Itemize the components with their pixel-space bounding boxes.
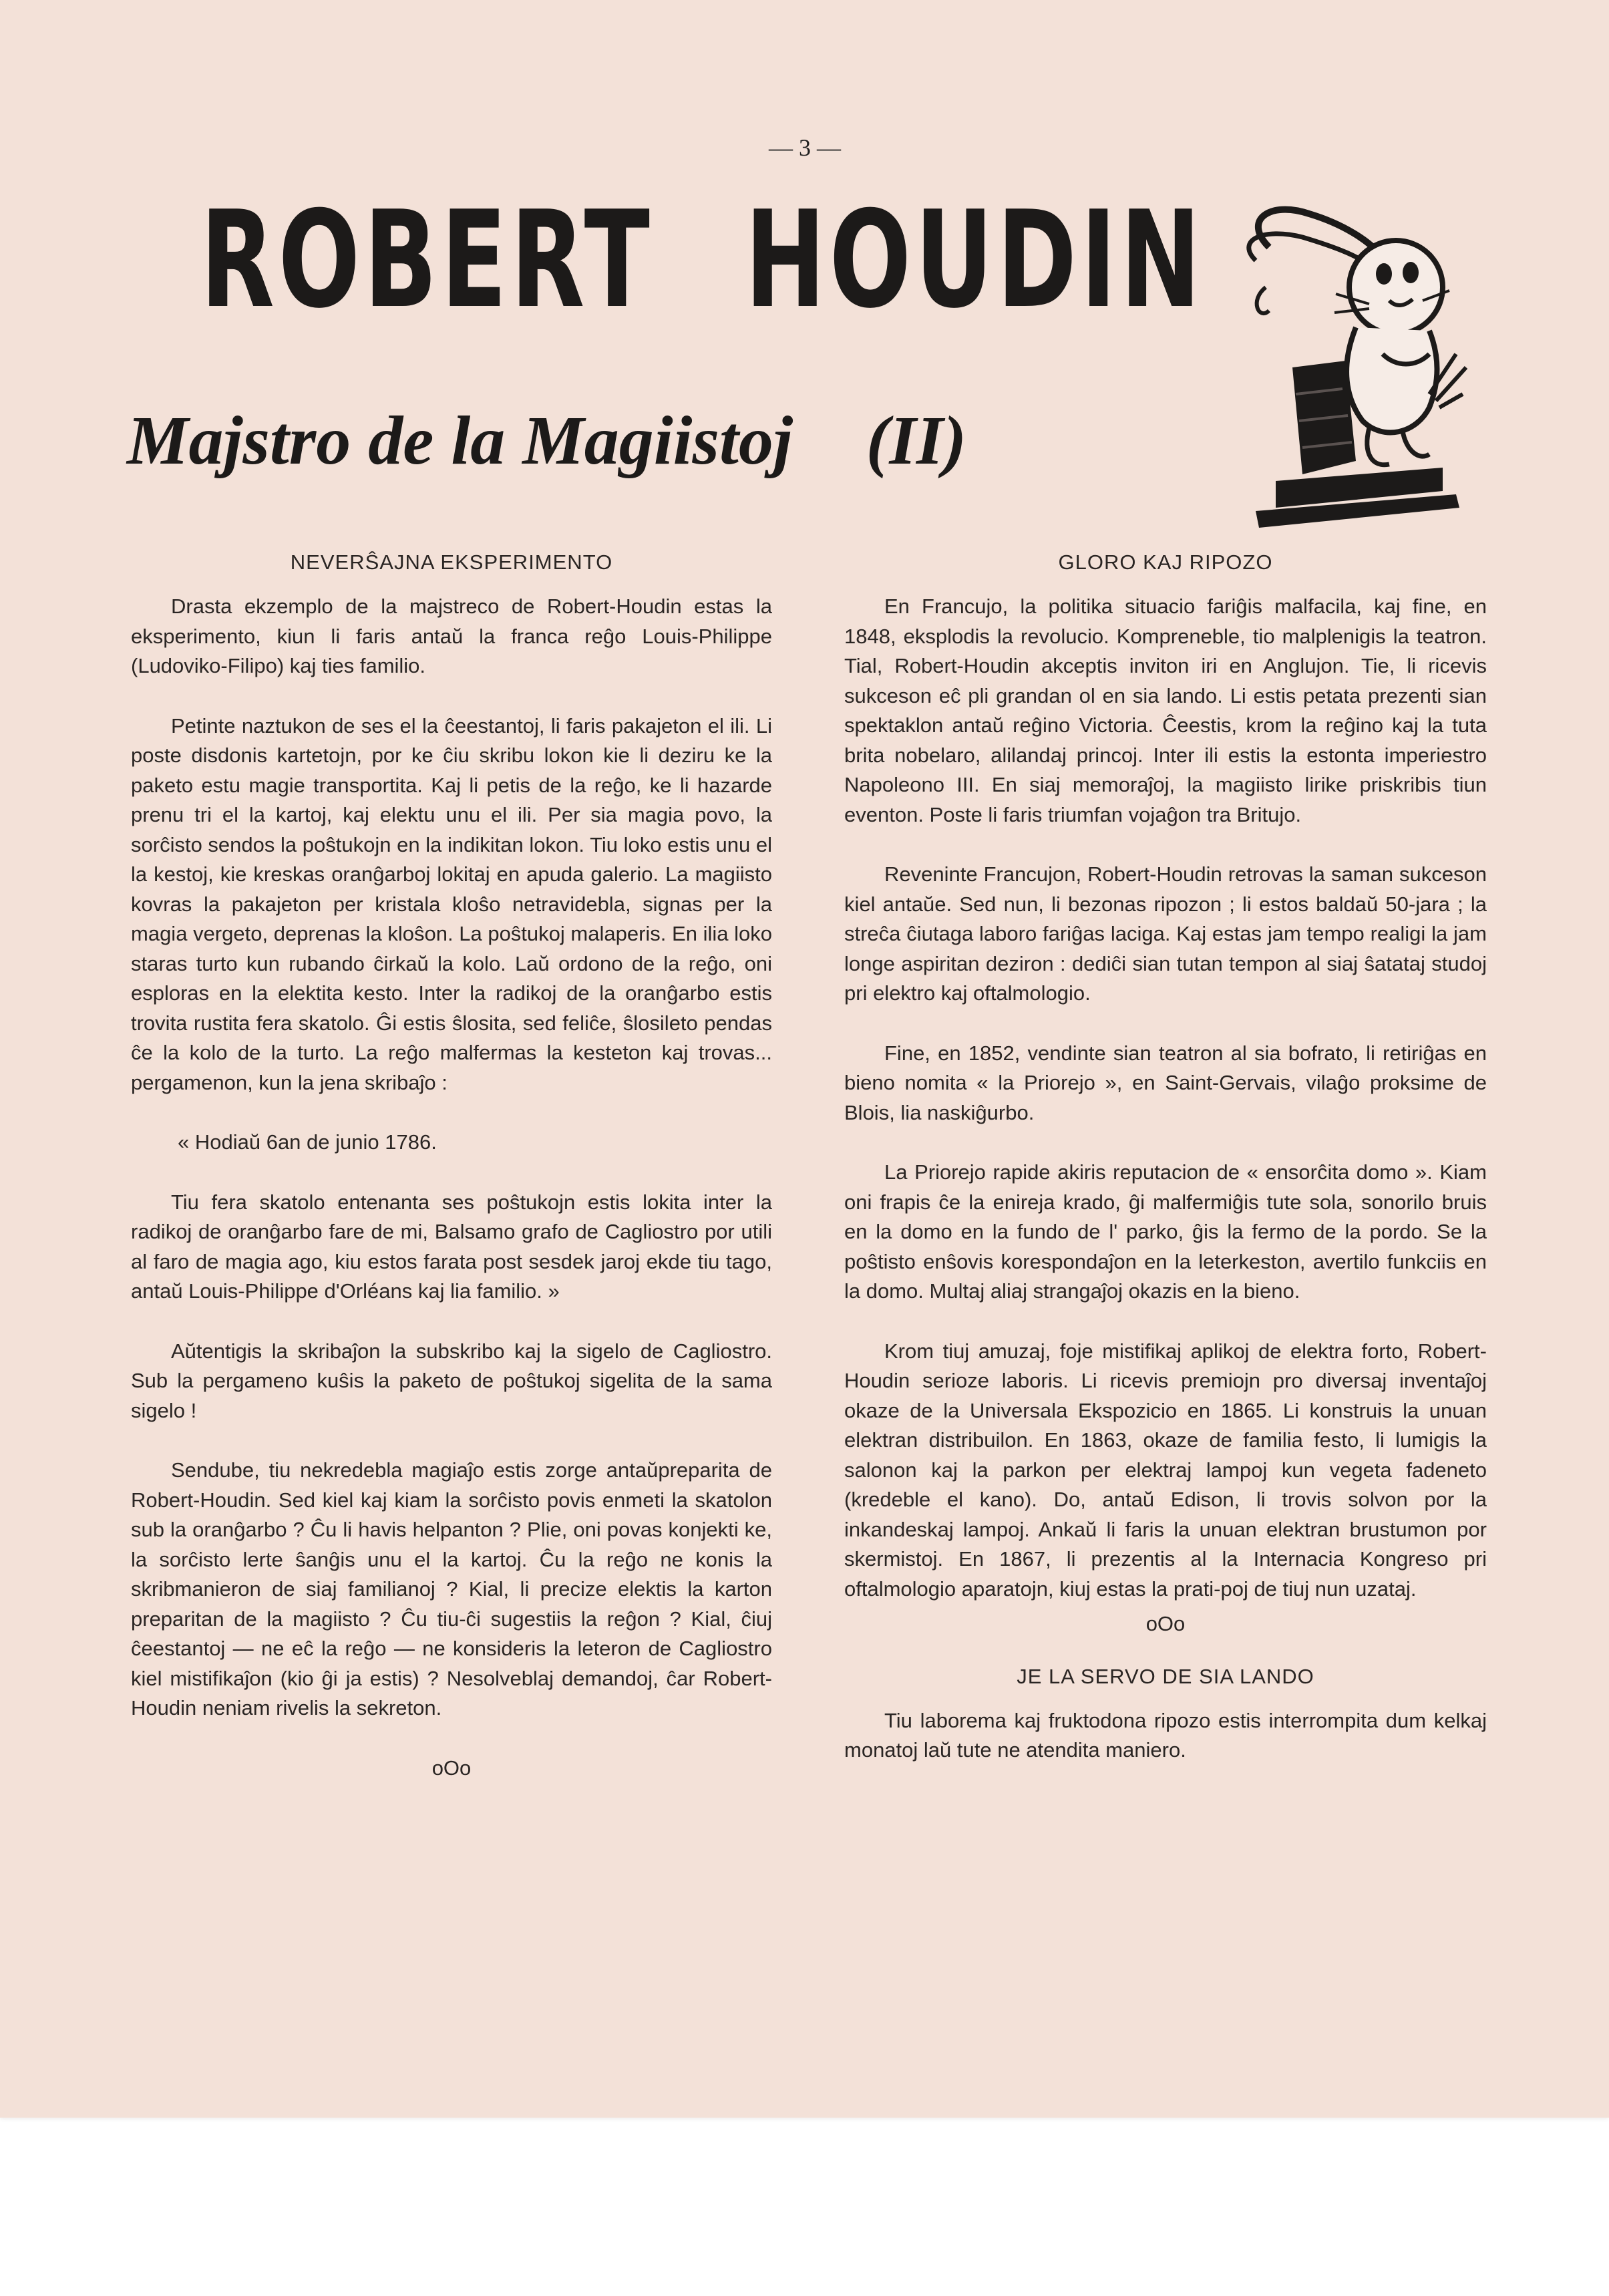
paragraph: Aŭtentigis la skribaĵon la subskribo kaj la sigelo de Cagliostro. Sub la pergameno kuŝis la paketo de poŝtukoj sigelita de la sama sigelo ! xyxy=(131,1339,772,1422)
quote-paragraph: « Hodiaŭ 6an de junio 1786. xyxy=(178,1130,437,1154)
paragraph: Fine, en 1852, vendinte sian teatron al sia bofrato, li retiriĝas en bieno nomita « la Priorejo », en Saint-Gervais, vilaĝo proksime de Blois, lia naskiĝurbo. xyxy=(844,1041,1487,1124)
section-heading-experiment: NEVERŜAJNA EKSPERIMENTO xyxy=(290,550,613,574)
paragraph: Sendube, tiu nekredebla magiaĵo estis zorge antaŭpreparita de Robert-Houdin. Sed kiel kaj kiam la sorĉisto povis enmeti la skatolon sub la oranĝarbo ? Ĉu li havis helpanton ? Plie, oni povas konjekti ke, la sorĉisto lerte ŝanĝis unu el la kartoj. Ĉu la reĝo ne konis la skribmanieron de siaj familianoj ? Kial, li precize elektis la karton preparitan de la magiisto ? Ĉu tiu-ĉi sugestiis la reĝon ? Kial, ĉiuj ĉeestantoj — ne eĉ la reĝo — ne konsideris la leteron de Cagliostro kiel mistifikaĵon (kio ĝi ja estis) ? Nesolveblaj demandoj, ĉar Robert-Houdin neniam rivelis la sekreton. xyxy=(131,1458,772,1719)
section-heading-glory: GLORO KAJ RIPOZO xyxy=(1058,550,1273,574)
section-separator: oOo xyxy=(431,1756,472,1780)
left-column xyxy=(131,548,772,1806)
subtitle-text: Majstro de la Magiistoj xyxy=(127,402,793,479)
subtitle-part-number: (II) xyxy=(866,402,967,479)
rabbit-mascot-icon xyxy=(1229,194,1469,541)
title-word-houdin: HOUDIN xyxy=(745,182,1205,338)
title-word-robert: ROBERT xyxy=(200,182,654,338)
section-separator: oOo xyxy=(1145,1612,1186,1635)
section-heading-service: JE LA SERVO DE SIA LANDO xyxy=(1017,1664,1314,1688)
right-column xyxy=(844,548,1487,1796)
paragraph: Tiu fera skatolo entenanta ses poŝtukojn estis lokita inter la radikoj de oranĝarbo fare de mi, Balsamo grafo de Cagliostro por utili al faro de magia ago, kiu estos farata post sesdek jaroj ekde tiu tago, antaŭ Louis-Philippe d'Orléans kaj lia familio. » xyxy=(131,1190,772,1303)
page-number: — 3 — xyxy=(769,134,841,161)
article-subtitle xyxy=(127,401,1229,481)
paragraph: La Priorejo rapide akiris reputacion de « ensorĉita domo ». Kiam oni frapis ĉe la enireja krado, ĝi malfermiĝis tute sola, sonorilo bruis en la domo en la fundo de l' parko, ĝis la fermo de la pordo. Se la poŝtisto enŝovis korespondaĵon en la leterkeston, avertilo funkciis en la domo. Multaj aliaj strangaĵoj okazis en la bieno. xyxy=(844,1160,1487,1303)
paragraph: Petinte naztukon de ses el la ĉeestantoj, li faris pakajeton el ili. Li poste disdonis kartetojn, por ke ĉiu skribu lokon kie li deziru ke la paketo estu magie transportita. Kaj li petis de la reĝo, ke li hazarde prenu tri el la kartoj, kaj elektu unu el ili. Per sia magia povo, la sorĉisto sendos la poŝtukojn en la indikitan lokon. Tiu loko estis unu el la kestoj, kie kreskas oranĝarboj lokitaj en apuda galerio. La magiisto kovras la pakajeton per kristala kloŝo netravidebla, signas per la magia vergeto, deprenas la kloŝon. La poŝtukoj malaperis. En ilia loko staras turto kun rubando ĉirkaŭ la kolo. Laŭ ordono de la reĝo, oni esploras en la elektita kesto. Inter la radikoj de la oranĝarbo estis trovita rustita fera skatolo. Ĝi estis ŝlosita, sed feliĉe, ŝlosileto pendas ĉe la kolo de la turto. La reĝo malfermas la kesteton kaj trovas... pergamenon, kun la jena skribaĵo : xyxy=(131,713,772,1094)
paragraph: En Francujo, la politika situacio fariĝis malfacila, kaj fine, en 1848, eksplodis la revolucio. Kompreneble, tio malplenigis la teatron. Tial, Robert-Houdin akceptis inviton iri en Anglujon. Tie, li ricevis sukceson eĉ pli grandan ol en sia lando. Li estis petata prezenti sian spektaklon antaŭ reĝino Victoria. Ĉeestis, krom la reĝino kaj la tuta brita nobelaro, alilandaj princoj. Inter ili estis la estonta imperiestro Napoleono III. En siaj memoraĵoj, la magiisto lirike priskribis tiun eventon. Poste li faris triumfan vojaĝon tra Britujo. xyxy=(844,595,1487,826)
paragraph: Drasta ekzemplo de la majstreco de Robert-Houdin estas la eksperimento, kiun li faris antaŭ la franca reĝo Louis-Philippe (Ludoviko-Filipo) kaj ties familio. xyxy=(131,595,772,677)
paragraph: Krom tiuj amuzaj, foje mistifikaj aplikoj de elektra forto, Robert-Houdin serioze laboris. Li ricevis premiojn pro diversaj inventaĵoj okaze de la Universala Ekspozicio en 1865. Li konstruis la unuan elektran distribuilon. En 1863, okaze de familia festo, li lumigis la salonon kaj la parkon per elektraj lampoj kun vegeta fadeneto (kredeble el kano). Do, antaŭ Edison, li trovis solvon por la inkandeskaj lampoj. Ankaŭ li faris la unuan elektran brustumon por skermistoj. En 1867, li prezentis al la Internacia Kongreso pri oftalmologio aparatojn, kiuj estas la prati-poj de tiuj nun uzataj. xyxy=(844,1339,1487,1601)
article-title xyxy=(200,182,1205,338)
paragraph: Tiu laborema kaj fruktodona ripozo estis interrompita dum kelkaj monatoj laŭ tute ne atendita maniero. xyxy=(844,1708,1487,1762)
paragraph: Reveninte Francujon, Robert-Houdin retrovas la saman sukceson kiel antaŭe. Sed nun, li bezonas ripozon ; li estos baldaŭ 50-jara ; la streĉa ĉiutaga laboro fariĝas laciga. Kaj estas jam tempo realigi la jam longe aspiritan deziron : dediĉi sian tutan tempon al siaj ŝatataj studoj pri elektro kaj oftalmologio. xyxy=(844,862,1487,1005)
